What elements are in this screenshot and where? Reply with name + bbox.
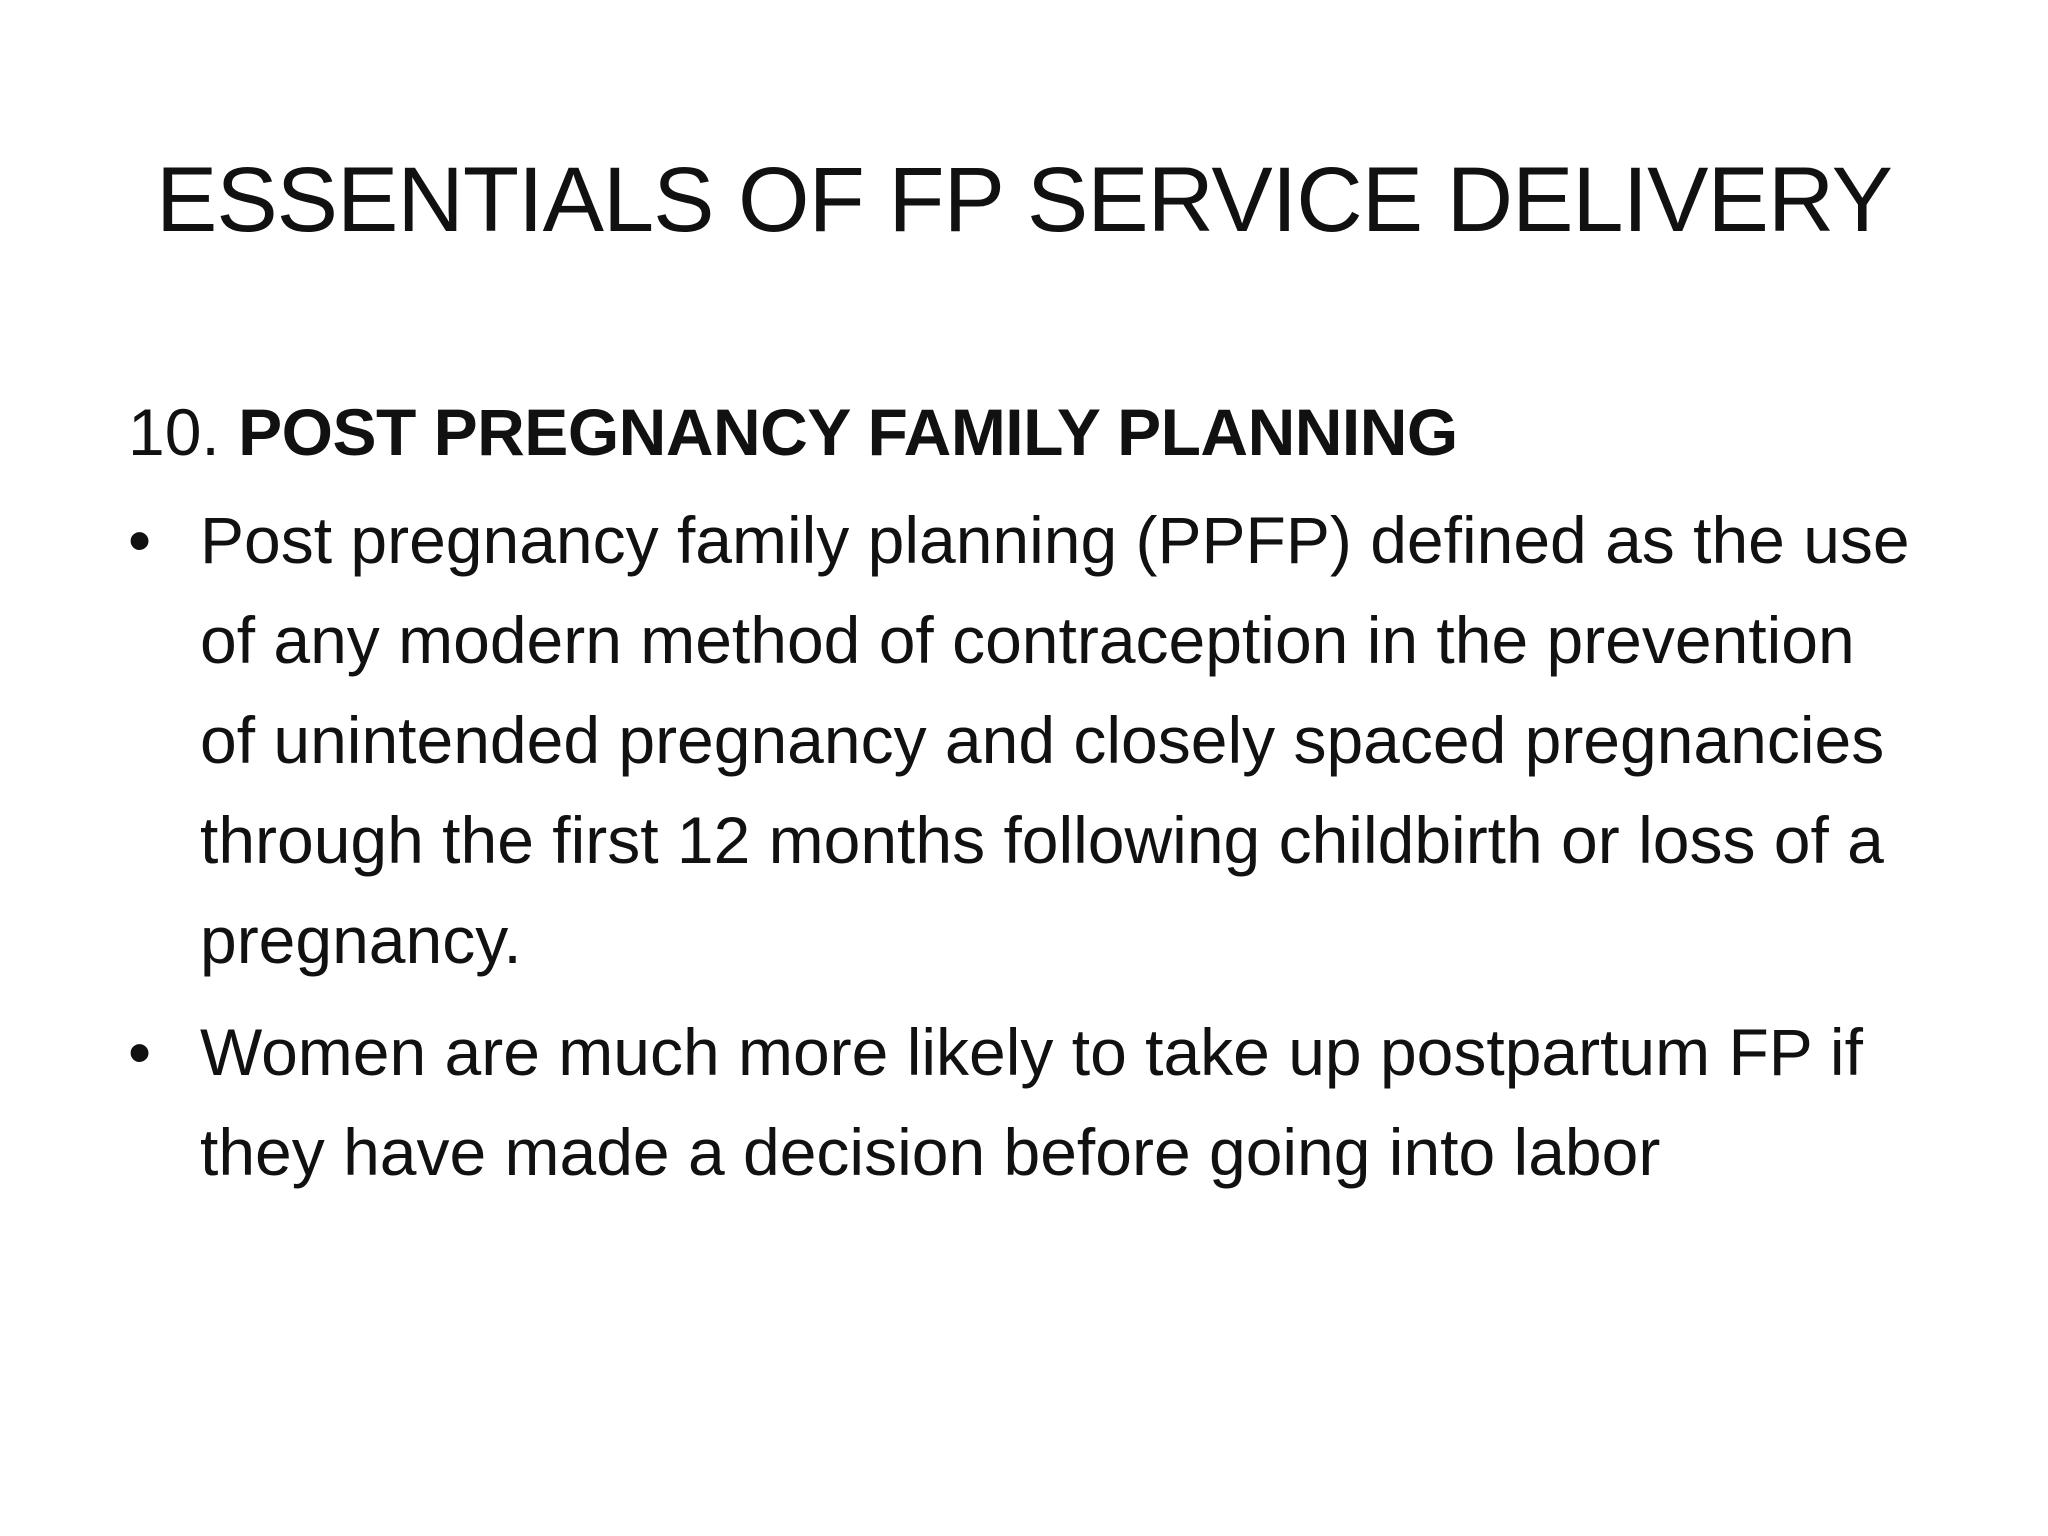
bullet-item <box>128 1002 1918 1202</box>
bullet-list <box>128 490 1918 1202</box>
bullet-icon: • <box>128 1015 152 1089</box>
bullet-text: Women are much more likely to take up postpartum FP if they have made a decision before going into labor <box>200 1015 1863 1189</box>
bullet-item <box>128 490 1918 990</box>
section-heading <box>128 384 1918 480</box>
bullet-text: Post pregnancy family planning (PPFP) defined as the use of any modern method of contraception in the prevention of unintended pregnancy and closely spaced pregnancies through the first 12 months following childbirth or loss of a pregnancy. <box>200 503 1910 977</box>
slide-content <box>128 384 1918 1214</box>
section-heading-text: POST PREGNANCY FAMILY PLANNING <box>238 395 1458 469</box>
section-number: 10. <box>128 395 220 469</box>
slide-title: ESSENTIALS OF FP SERVICE DELIVERY <box>155 149 1893 251</box>
bullet-icon: • <box>128 503 152 577</box>
